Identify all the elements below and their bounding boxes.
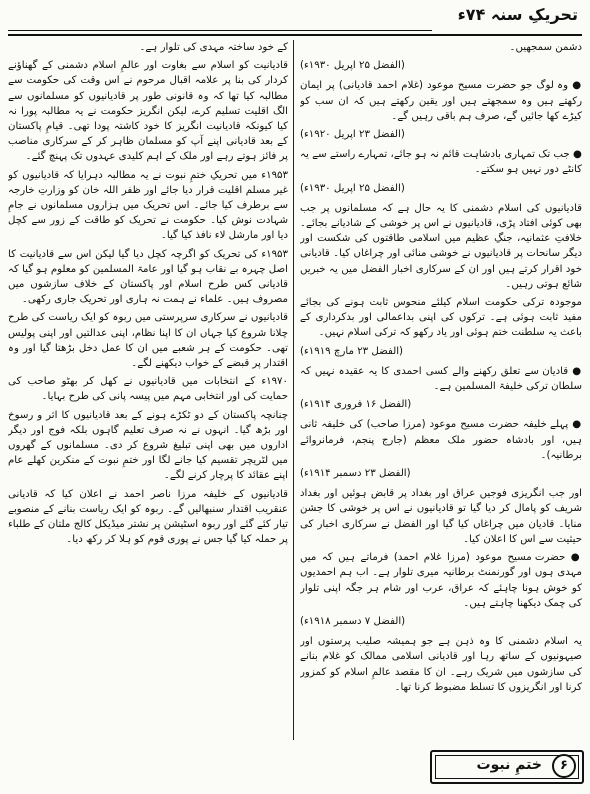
header-title: تحریکِ سنہ ۷۴ء <box>457 5 578 24</box>
footer-title: ختمِ نبوت <box>476 757 542 773</box>
footer-box <box>430 750 584 784</box>
page-header <box>8 4 582 36</box>
paragraph: ۱۹۵۳ء میں تحریکِ ختمِ نبوت نے یہ مطالبہ دہرایا کہ قادیانیوں کو غیر مسلم اقلیت قرار دیا جائے اور ظفر اللہ خان کو وزارتِ خارجہ سے برطرف کیا جائے۔ اس تحریک میں ہزاروں مسلمانوں نے جامِ شہادت نوش کیا۔ حکومت نے تحریک کو طاقت کے زور سے کچل دیا اور مارشل لاء نافذ کیا گیا۔ <box>8 169 288 242</box>
source-citation: (الفضل ۲۵ اپریل ۱۹۳۰ء) <box>300 182 405 194</box>
paragraph: ۱۹۷۰ء کے انتخابات میں قادیانیوں نے کھل کر بھٹو صاحب کی حمایت کی اور انتخابی مہم میں پیسہ پانی کی طرح بہایا۔ <box>8 376 288 403</box>
source-citation: (الفضل ۷ دسمبر ۱۹۱۸ء) <box>300 615 406 627</box>
paragraph: اور جب انگریزی فوجیں عراق اور بغداد پر قابض ہوئیں اور بغداد شریف کو پامال کر دیا گیا تو قادیانیوں نے اس پر خوشی کا جشن منایا۔ قادیان میں چراغاں کیا گیا اور الفضل نے سرکاری اخبار کی حیثیت سے اس کا اعلان کیا۔ <box>300 488 582 545</box>
bullet-paragraph: ● قادیان سے تعلق رکھنے والے کسی احمدی کا یہ عقیدہ نہیں کہ سلطان ترکی خلیفۃ المسلمین ہے۔ <box>300 364 582 394</box>
page-number: ۶ <box>552 754 576 778</box>
paragraph: قادیانیوں کے خلیفہ مرزا ناصر احمد نے اعلان کیا کہ قادیانی عنقریب اقتدار سنبھالیں گے۔ ربوہ کو ایک ریاست بنانے کے منصوبے تیار کئے گئے اور ربوہ اسٹیشن پر نشتر میڈیکل کالج ملتان کے طلباء پر حملہ کیا گیا جس نے پوری قوم کو ہلا کر رکھ دیا۔ <box>8 488 288 546</box>
bullet-paragraph: ● پہلے خلیفہ حضرت مسیح موعود (مرزا صاحب) کی خلیفہ ثانی ہیں، اور بادشاہ حضور ملک معظم (جارج پنجم، فرمانروائے برطانیہ)۔ <box>300 417 582 463</box>
paragraph: قادیانیت کو اسلام سے بغاوت اور عالمِ اسلام دشمنی کے گھناؤنے کردار کی بنا پر علامہ اقبال مرحوم نے اس وقت کی حکومت سے مطالبہ کیا تھا کہ وہ قانونی طور پر قادیانیوں کو مسلمانوں سے الگ اقلیت تسلیم کرے، لیکن انگریز حکومت نے یہ مطالبہ پورا نہ کیا کیونکہ قادیانیت انگریز کا خود کاشتہ پودا تھی۔ قیامِ پاکستان کے بعد قادیانی اپنے آپ کو مسلمان ظاہر کر کے سرکاری مناصب پر فائز ہوتے رہے اور ملک کے اہم کلیدی عہدوں تک پہنچ گئے۔ <box>8 60 288 163</box>
paragraph: موجودہ ترکی حکومت اسلام کیلئے منحوس ثابت ہونے کی بجائے مفید ثابت ہوئی ہے۔ ترکوں کی اپنی بداعمالی اور بدکرداری کے باعث یہ سلطنت ختم ہوئی اور یاد رکھو کہ ترکی اسلام نہیں۔ <box>300 297 582 339</box>
bullet-paragraph: ● حضرت مسیح موعود (مرزا غلام احمد) فرماتے ہیں کہ میں مہدی ہوں اور گورنمنٹ برطانیہ میری تلوار ہے۔ اب ہم احمدیوں کو خوش ہونا چاہئے کہ عراق، عرب اور شام ہر جگہ اپنی تلوار کی چمک دیکھنا چاہتے ہیں۔ <box>300 550 582 611</box>
header-rule <box>8 30 432 31</box>
source-citation: (الفضل ۲۳ مارچ ۱۹۱۹ء) <box>300 345 404 357</box>
paragraph: چنانچہ پاکستان کے دو ٹکڑے ہونے کے بعد قادیانیوں کا اثر و رسوخ اور بڑھ گیا۔ انہوں نے نہ صرف تعلیم گاہوں بلکہ فوج اور دیگر اداروں میں بھی اپنی تبلیغ شروع کر دی۔ مسلمانوں کے گھروں میں لٹریچر تقسیم کیا جانے لگا اور ختمِ نبوت کے منکرین کھلے عام اپنے عقائد کا پرچار کرنے لگے۔ <box>8 409 288 482</box>
left-column <box>8 40 288 740</box>
paragraph: یہ اسلام دشمنی کا وہ ذہن ہے جو ہمیشہ صلیب پرستوں اور صیہونیوں کے ساتھ رہا اور قادیانی اسلامی ممالک کو غلام بنانے کی سازشوں میں شریک رہے۔ ان کا مقصد عالمِ اسلام کو کمزور کرنا اور انگریزوں کا تسلط مضبوط کرنا تھا۔ <box>300 636 582 693</box>
column-divider <box>293 40 294 740</box>
bullet-paragraph: ● جب تک تمہاری بادشاہت قائم نہ ہو جائے، تمہارے راستے سے یہ کانٹے دور نہیں ہو سکتے۔ <box>300 147 582 177</box>
source-citation: (الفضل ۲۳ دسمبر ۱۹۱۴ء) <box>300 468 411 480</box>
source-citation: (الفضل ۱۶ فروری ۱۹۱۴ء) <box>300 399 412 411</box>
right-column <box>300 40 582 740</box>
paragraph: قادیانیوں کی اسلام دشمنی کا یہ حال ہے کہ مسلمانوں پر جب بھی کوئی افتاد پڑی، قادیانیوں نے اس پر خوشی کے شادیانے بجائے۔ خلافتِ عثمانیہ، جنگِ عظیم میں اسلامی طاقتوں کی شکست اور دیگر سانحات پر قادیانیوں نے خوشی منائی اور چراغاں کیا۔ قادیانی خود اقرار کرتے ہیں اور ان کے سرکاری اخبار الفضل میں یہ خبریں شائع ہوتی رہیں۔ <box>300 202 582 290</box>
source-citation: (الفضل ۲۵ اپریل ۱۹۳۰ء) <box>300 60 405 72</box>
bullet-paragraph: ● وہ لوگ جو حضرت مسیح موعود (غلام احمد قادیانی) پر ایمان رکھتے ہیں وہ سمجھتے ہیں اور یقین رکھتے ہیں کہ ان سب کو کیڑے کھا جائیں گے، صرف ہم باقی رہیں گے۔ <box>300 78 582 124</box>
paragraph: قادیانیوں نے سرکاری سرپرستی میں ربوہ کو ایک ریاست کی طرح چلانا شروع کیا جہاں ان کا اپنا نظام، اپنی عدالتیں اور اپنی پولیس تھی۔ حکومت کے ہر شعبے میں ان کا عمل دخل بڑھتا گیا اور وہ اقتدار پر قبضے کے خواب دیکھنے لگے۔ <box>8 312 288 370</box>
source-citation: (الفضل ۲۳ اپریل ۱۹۲۰ء) <box>300 129 405 141</box>
paragraph: دشمن سمجھیں۔ <box>509 42 582 53</box>
paragraph: کے خود ساختہ مہدی کی تلوار ہے۔ <box>139 42 288 53</box>
paragraph: ۱۹۵۳ء کی تحریک کو اگرچہ کچل دیا گیا لیکن اس سے قادیانیت کا اصل چہرہ بے نقاب ہو گیا اور عامۃ المسلمین کو معلوم ہو گیا کہ قادیانی کس طرح اسلام اور پاکستان کے خلاف سازشوں میں مصروف ہیں۔ علماء نے ہمت نہ ہاری اور تحریک جاری رکھی۔ <box>8 248 288 306</box>
